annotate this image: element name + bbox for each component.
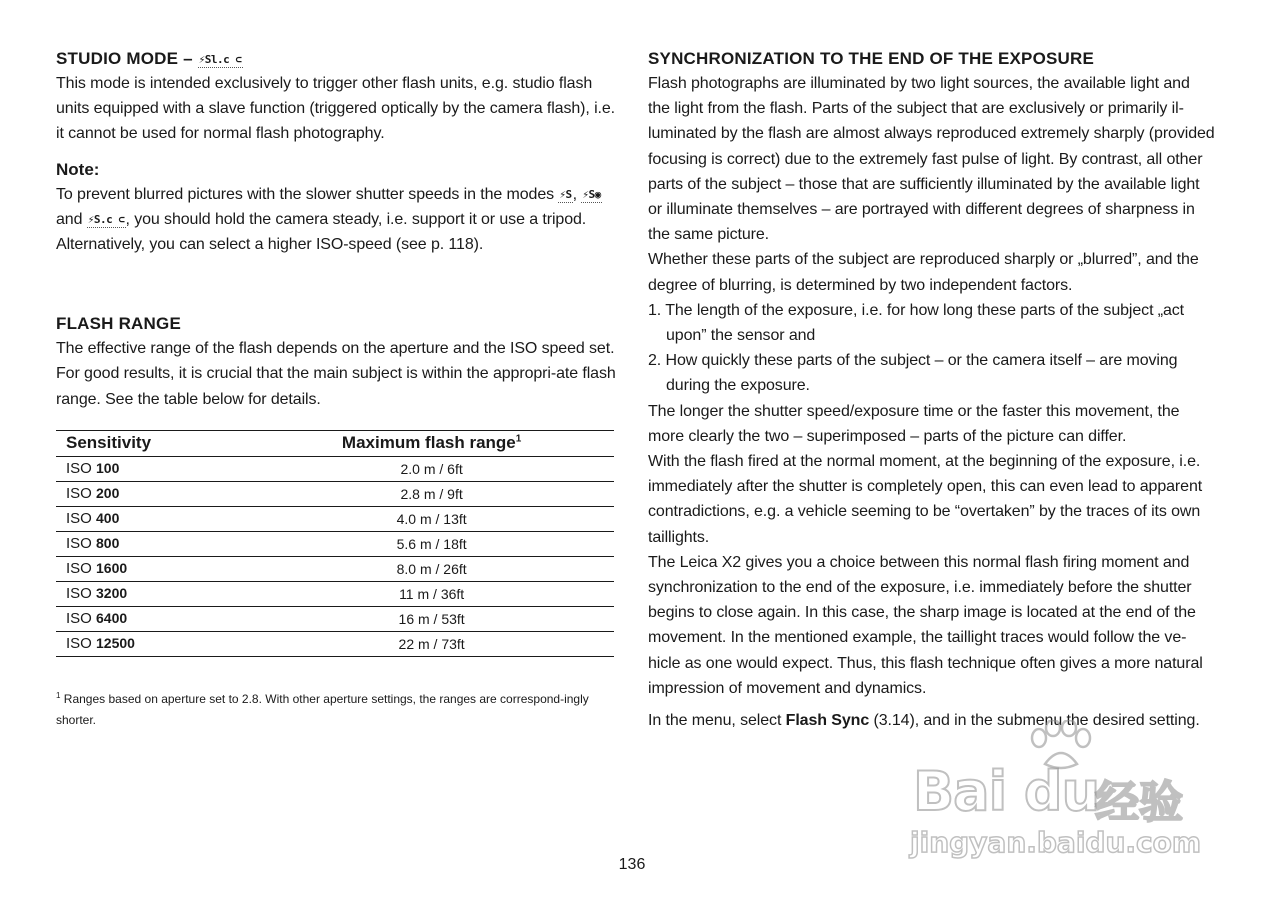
table-row bbox=[56, 456, 614, 481]
table-row bbox=[56, 481, 614, 506]
iso-cell: ISO 400 bbox=[56, 506, 249, 531]
note-body: To prevent blurred pictures with the slower shutter speeds in the modes ⚡S, ⚡S◉ and ⚡S.c ⊂, you should hold the camera steady, i.e. support it or use a tripod. Alternatively, you can select a higher ISO-speed (see p. 118). bbox=[56, 185, 601, 254]
table-row bbox=[56, 631, 614, 656]
table-row bbox=[56, 531, 614, 556]
studio-mode-body: This mode is intended exclusively to trigger other flash units, e.g. studio flash units equipped with a slave function (triggered optically by the camera flash), i.e. it cannot be used for normal flash photography. bbox=[56, 75, 616, 143]
sync-para-1: Flash photographs are illuminated by two light sources, the available light and the light from the flash. Parts of the subject that are exclusively or primarily il-luminated by the flash are almost always reproduced extremely sharply (provided focusing is correct) due to the extremely fast pulse of light. By contrast, all other parts of the subject – those that are sufficiently illuminated by the available light or illuminate themselves – are portrayed with different degrees of sharpness in the same picture. bbox=[648, 75, 1215, 244]
sync-para-5: The Leica X2 gives you a choice between this normal flash firing moment and synchronization to the end of the exposure, i.e. immediately before the shutter begins to close again. In this case, the sharp image is located at the end of the movement. In the mentioned example, the taillight traces would follow the ve-hicle as one would expect. Thus, this flash technique often gives a more natural impression of movement and dynamics. bbox=[648, 553, 1203, 697]
table-row bbox=[56, 581, 614, 606]
flash-range-table bbox=[56, 430, 614, 657]
list-item: 1. The length of the exposure, i.e. for how long these parts of the subject „act upon” the sensor and bbox=[648, 301, 1185, 345]
range-cell: 5.6 m / 18ft bbox=[249, 531, 614, 556]
flash-range-body: The effective range of the flash depends on the aperture and the ISO speed set. For good results, it is crucial that the main subject is within the appropri-ate flash range. See the table below for details. bbox=[56, 340, 616, 408]
sync-para-3: The longer the shutter speed/exposure time or the faster this movement, the more clearly the two – superimposed – parts of the picture can differ. bbox=[648, 402, 1180, 445]
sync-para-4: With the flash fired at the normal moment, at the beginning of the exposure, i.e. immediately after the shutter is completely open, this can even lead to apparent contradictions, e.g. a vehicle seeming to be “overtaken” by the traces of its own taillights. bbox=[648, 453, 1203, 546]
menu-instruction: In the menu, select Flash Sync (3.14), and in the submenu the desired setting. bbox=[648, 712, 1200, 730]
footnote: $^1$ Ranges based on aperture set to 2.8. With other aperture settings, the ranges are correspond-ingly shorter. bbox=[56, 690, 589, 727]
note-heading: Note: bbox=[56, 159, 100, 179]
table-row bbox=[56, 506, 614, 531]
page-number: 136 bbox=[618, 856, 646, 873]
table-header-row bbox=[56, 430, 614, 456]
range-cell: 2.0 m / 6ft bbox=[249, 456, 614, 481]
col-max-range: Maximum flash range$^1$ bbox=[249, 430, 614, 456]
flash-slow-studio-icon: ⚡S.c ⊂ bbox=[87, 212, 125, 226]
table-row bbox=[56, 606, 614, 631]
flash-range-heading: FLASH RANGE bbox=[56, 314, 181, 334]
range-cell: 22 m / 73ft bbox=[249, 631, 614, 656]
iso-cell: ISO 3200 bbox=[56, 581, 249, 606]
baidu-watermark bbox=[905, 720, 1205, 870]
menu-item-flash-sync: Flash Sync bbox=[785, 712, 870, 730]
table-row bbox=[56, 556, 614, 581]
left-column bbox=[56, 46, 616, 731]
range-cell: 2.8 m / 9ft bbox=[249, 481, 614, 506]
iso-cell: ISO 1600 bbox=[56, 556, 249, 581]
range-cell: 11 m / 36ft bbox=[249, 581, 614, 606]
iso-cell: ISO 200 bbox=[56, 481, 249, 506]
watermark-cn: 经验 bbox=[1095, 777, 1183, 828]
sync-factor-list bbox=[648, 298, 1216, 399]
list-item: 2. How quickly these parts of the subject – or the camera itself – are moving during the exposure. bbox=[648, 352, 1178, 395]
iso-cell: ISO 12500 bbox=[56, 631, 249, 656]
flash-slow-redeye-icon: ⚡S◉ bbox=[582, 187, 601, 201]
studio-lcd-icon: ⚡Sl.c ⊂ bbox=[198, 53, 242, 66]
iso-cell: ISO 800 bbox=[56, 531, 249, 556]
right-column bbox=[648, 46, 1216, 733]
col-sensitivity: Sensitivity bbox=[56, 430, 249, 456]
sync-heading: SYNCHRONIZATION TO THE END OF THE EXPOSURE bbox=[648, 49, 1095, 68]
iso-cell: ISO 6400 bbox=[56, 606, 249, 631]
watermark-url: jingyan.baidu.com bbox=[910, 826, 1202, 859]
sync-para-2: Whether these parts of the subject are reproduced sharply or „blurred”, and the degree of blurring, is determined by two independent factors. bbox=[648, 251, 1199, 294]
flash-slow-icon: ⚡S bbox=[559, 187, 572, 201]
range-cell: 16 m / 53ft bbox=[249, 606, 614, 631]
watermark-logo: Bai du bbox=[913, 760, 1100, 823]
range-cell: 4.0 m / 13ft bbox=[249, 506, 614, 531]
iso-cell: ISO 100 bbox=[56, 456, 249, 481]
studio-mode-heading: STUDIO MODE – ⚡Sl.c ⊂ bbox=[56, 49, 242, 68]
range-cell: 8.0 m / 26ft bbox=[249, 556, 614, 581]
